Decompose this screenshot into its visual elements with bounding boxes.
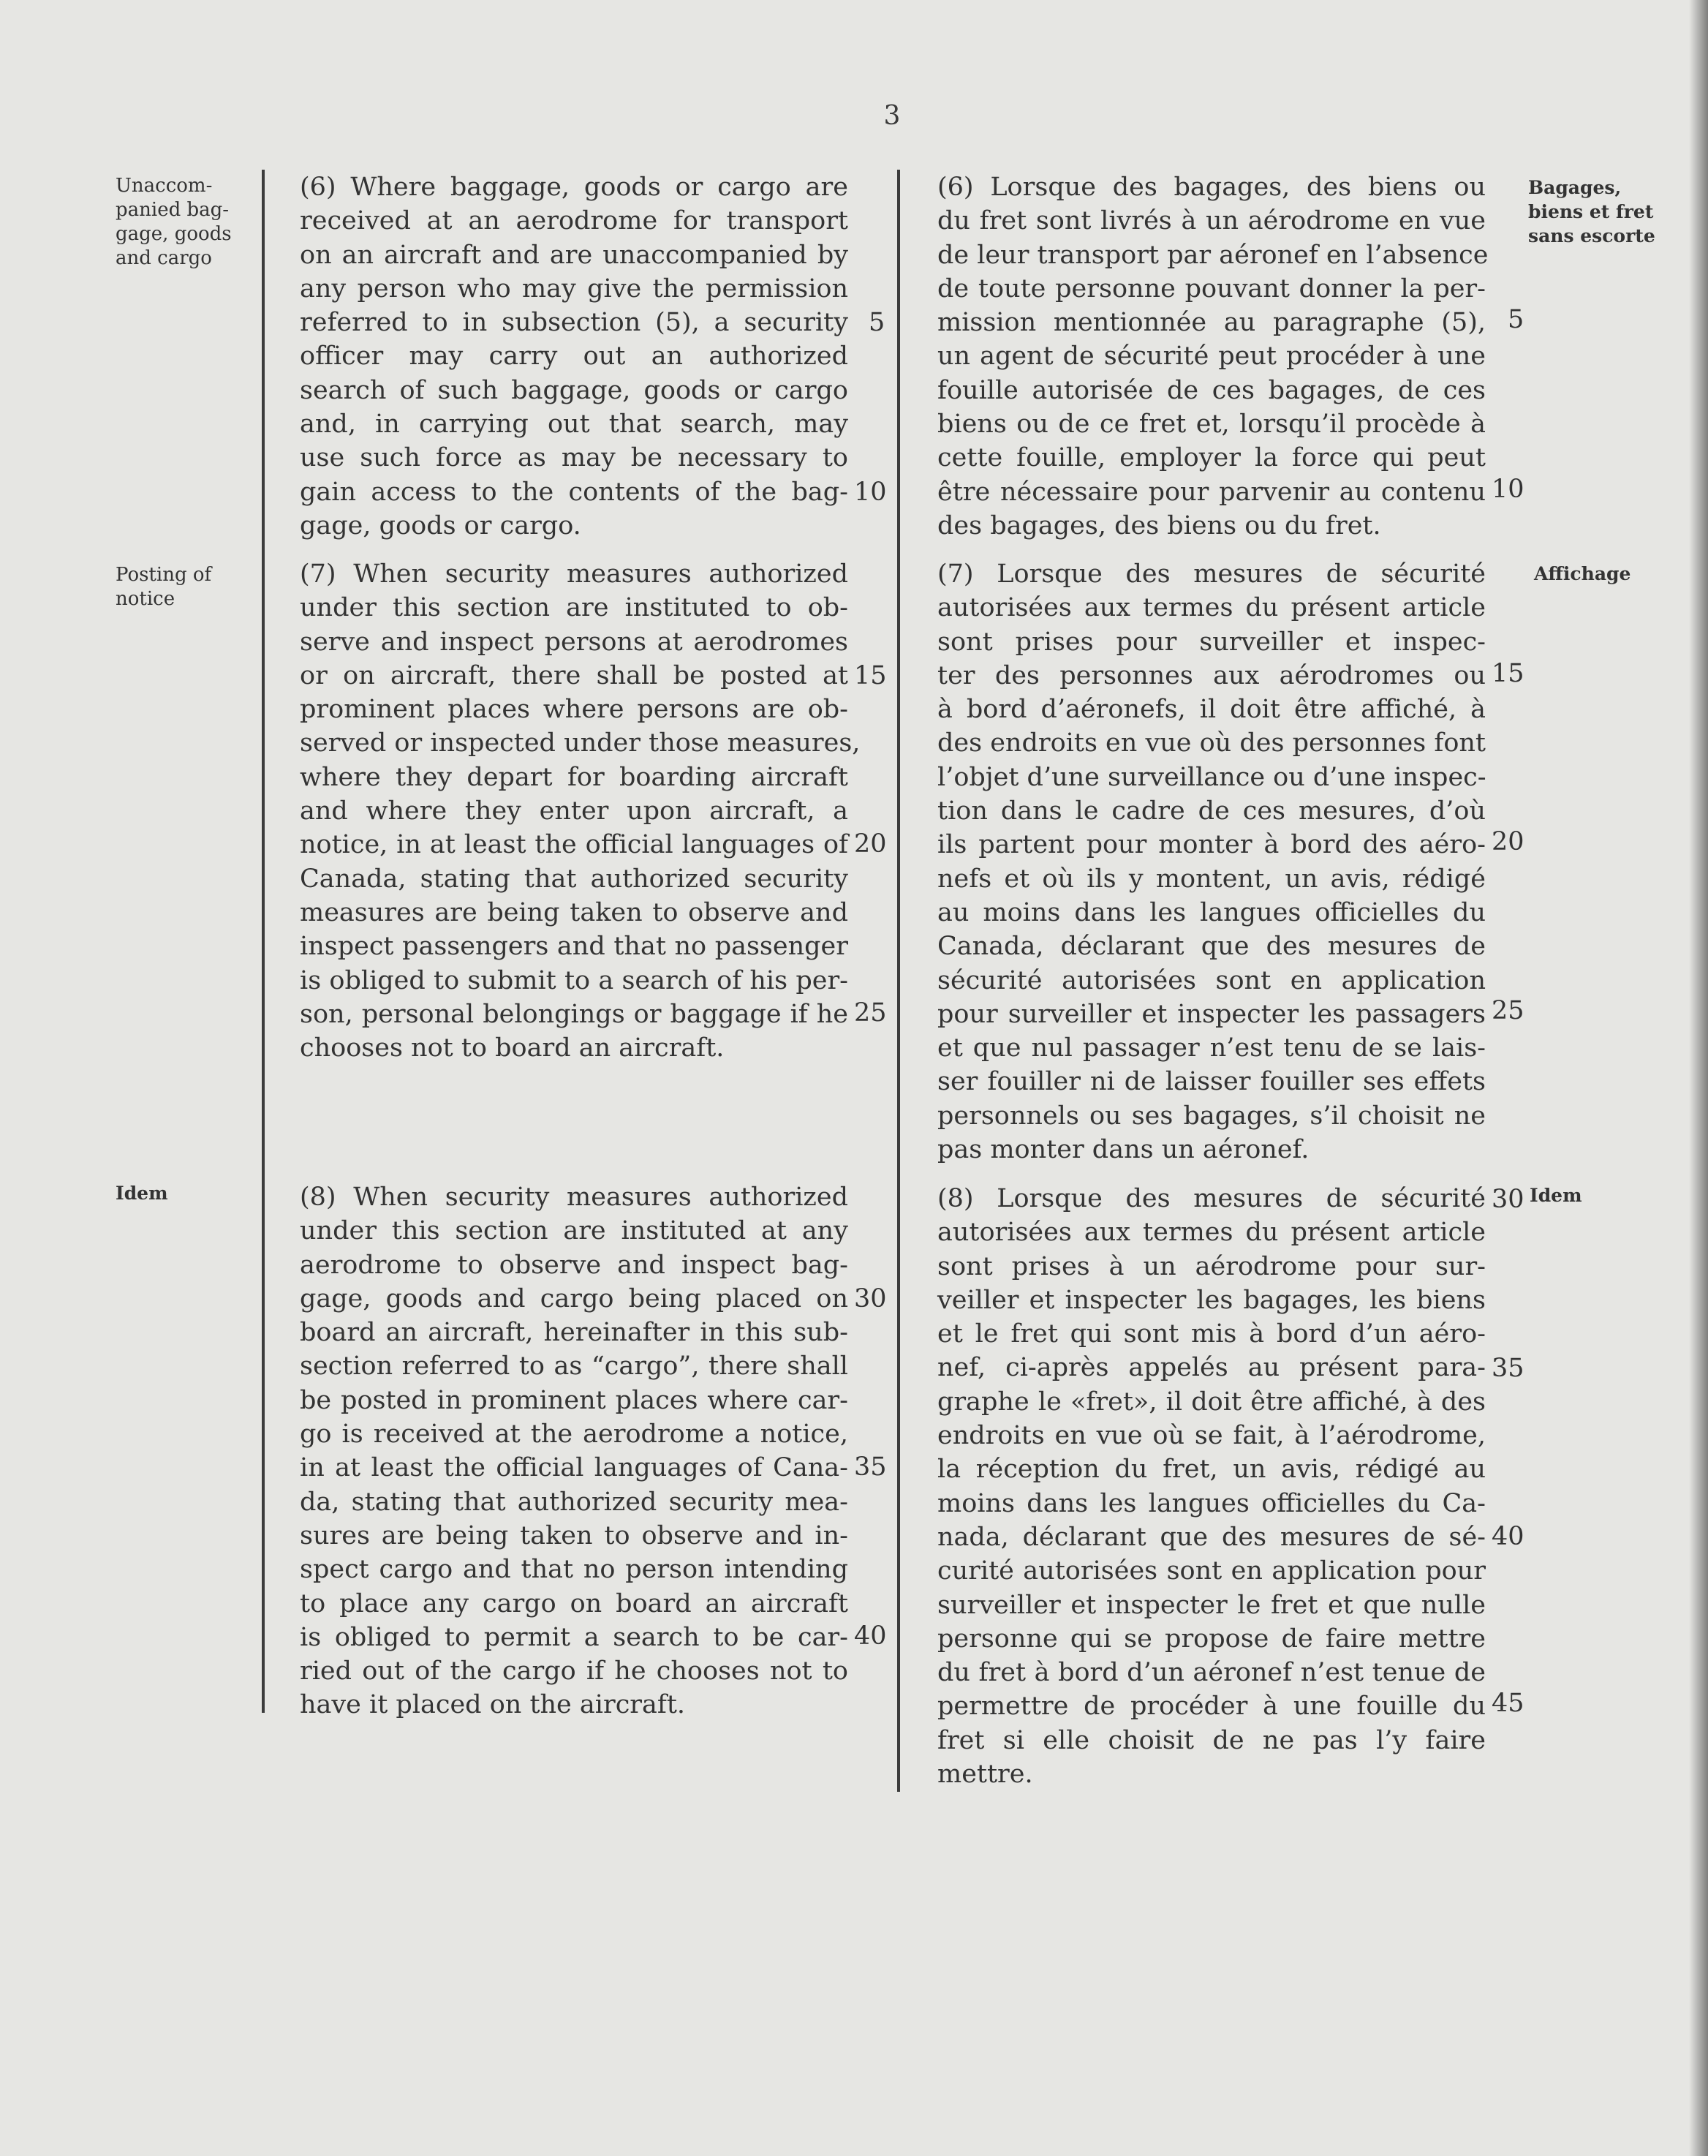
line-number-en: 5 — [869, 308, 885, 337]
line-number-en: 20 — [854, 829, 887, 859]
page-edge-shadow — [1689, 0, 1708, 2156]
margin-note-en-s6: Unaccom- panied bag- gage, goods and cargo — [116, 175, 232, 269]
english-subsection-6: (6) Where baggage, goods or cargo are received at an aerodrome for transport on an aircraft and are unaccompanied by any person who may give the permission referred to in subsection (5), a security officer may carry out an authorized search of such baggage, goods or cargo and, in carrying out that search, may use such force as may be necessary to gain access to the contents of the bag- gage, goods or cargo. — [300, 173, 848, 540]
line-number-fr: 25 — [1492, 996, 1524, 1025]
page-number: 3 — [883, 101, 901, 131]
line-number-en: 30 — [854, 1284, 887, 1313]
line-number-en: 40 — [854, 1621, 887, 1651]
line-number-en: 10 — [854, 478, 887, 507]
line-number-fr: 20 — [1492, 827, 1524, 856]
line-number-en: 35 — [854, 1452, 887, 1482]
line-number-fr: 5 — [1508, 305, 1524, 334]
margin-note-fr-s6: Bagages, biens et fret sans escorte — [1528, 177, 1655, 246]
french-subsection-7: (7) Lorsque des mesures de sécurité autorisées aux termes du présent article sont prises pour surveiller et inspec- ter des personnes aux aérodromes ou à bord d’aéronefs, il doit être affiché, à des endroits en vue où des personnes font l’objet d’une surveillance ou d’une inspec- tion dans le cadre de ces mesures, d’où ils partent pour monter à bord des aéro- nefs et où ils y montent, un avis, rédigé au moins dans les langues officielles du Canada, déclarant que des mesures de sécurité autorisées sont en application pour surveiller et inspecter les passagers et que nul passager n’est tenu de se lais- ser fouiller ni de laisser fouiller ses effets personnels ou ses bagages, s’il choisit ne pas monter dans un aéronef. — [937, 559, 1486, 1165]
english-subsection-8: (8) When security measures authorized under this section are instituted at any aerodrome to observe and inspect bag- gage, goods and cargo being placed on board an aircraft, hereinafter in this sub- section referred to as “cargo”, there shall be posted in prominent places where car- go is received at the aerodrome a notice, in at least the official languages of Cana- da, stating that authorized security mea- sures are being taken to observe and in- spect cargo and that no person intending to place any cargo on board an aircraft is obliged to permit a search to be car- ried out of the cargo if he chooses not to have it placed on the aircraft. — [300, 1183, 848, 1720]
margin-note-en-s8: Idem — [116, 1183, 168, 1204]
line-number-fr: 10 — [1492, 475, 1524, 504]
french-subsection-6: (6) Lorsque des bagages, des biens ou du fret sont livrés à un aérodrome en vue de leur transport par aéronef en l’absence de toute personne pouvant donner la per- mission mentionnée au paragraphe (5), un agent de sécurité peut procéder à une fouille autorisée de ces bagages, de ces biens ou de ce fret et, lorsqu’il procède à cette fouille, employer la force qui peut être nécessaire pour parvenir au contenu des bagages, des biens ou du fret. — [937, 173, 1489, 540]
column-rule-left — [262, 170, 265, 1713]
french-subsection-8: (8) Lorsque des mesures de sécurité autorisées aux termes du présent article sont prises à un aérodrome pour sur- veiller et inspecter les bagages, les biens et le fret qui sont mis à bord d’un aéro- nef, ci-après appelés au présent para- graphe le «fret», il doit être affiché, à des endroits en vue où se fait, à l’aérodrome, la réception du fret, un avis, rédigé au moins dans les langues officielles du Ca- nada, déclarant que des mesures de sé- curité autorisées sont en application pour surveiller et inspecter le fret et que nulle personne qui se propose de faire mettre du fret à bord d’un aéronef n’est tenue de permettre de procéder à une fouille du fret si elle choisit de ne pas l’y faire mettre. — [937, 1184, 1486, 1790]
line-number-fr: 15 — [1492, 659, 1524, 688]
line-number-fr: 30 — [1492, 1185, 1524, 1214]
line-number-fr: 35 — [1492, 1354, 1524, 1383]
margin-note-fr-s7: Affichage — [1534, 563, 1631, 584]
english-subsection-7: (7) When security measures authorized under this section are instituted to ob- serve and inspect persons at aerodromes or on aircraft, there shall be posted at prominent places where persons are ob- served or inspected under those measures, where they depart for boarding aircraft and where they enter upon aircraft, a notice, in at least the official languages of Canada, stating that authorized security measures are being taken to observe and inspect passengers and that no passenger is obliged to submit to a search of his per- son, personal belongings or baggage if he chooses not to board an aircraft. — [300, 559, 861, 1063]
margin-note-en-s7: Posting of notice — [116, 564, 212, 610]
line-number-en: 15 — [854, 661, 887, 690]
line-number-fr: 40 — [1492, 1522, 1524, 1551]
margin-note-fr-s8: Idem — [1530, 1185, 1582, 1206]
line-number-en: 25 — [854, 998, 887, 1028]
line-number-fr: 45 — [1492, 1689, 1524, 1718]
column-rule-right — [897, 170, 900, 1792]
